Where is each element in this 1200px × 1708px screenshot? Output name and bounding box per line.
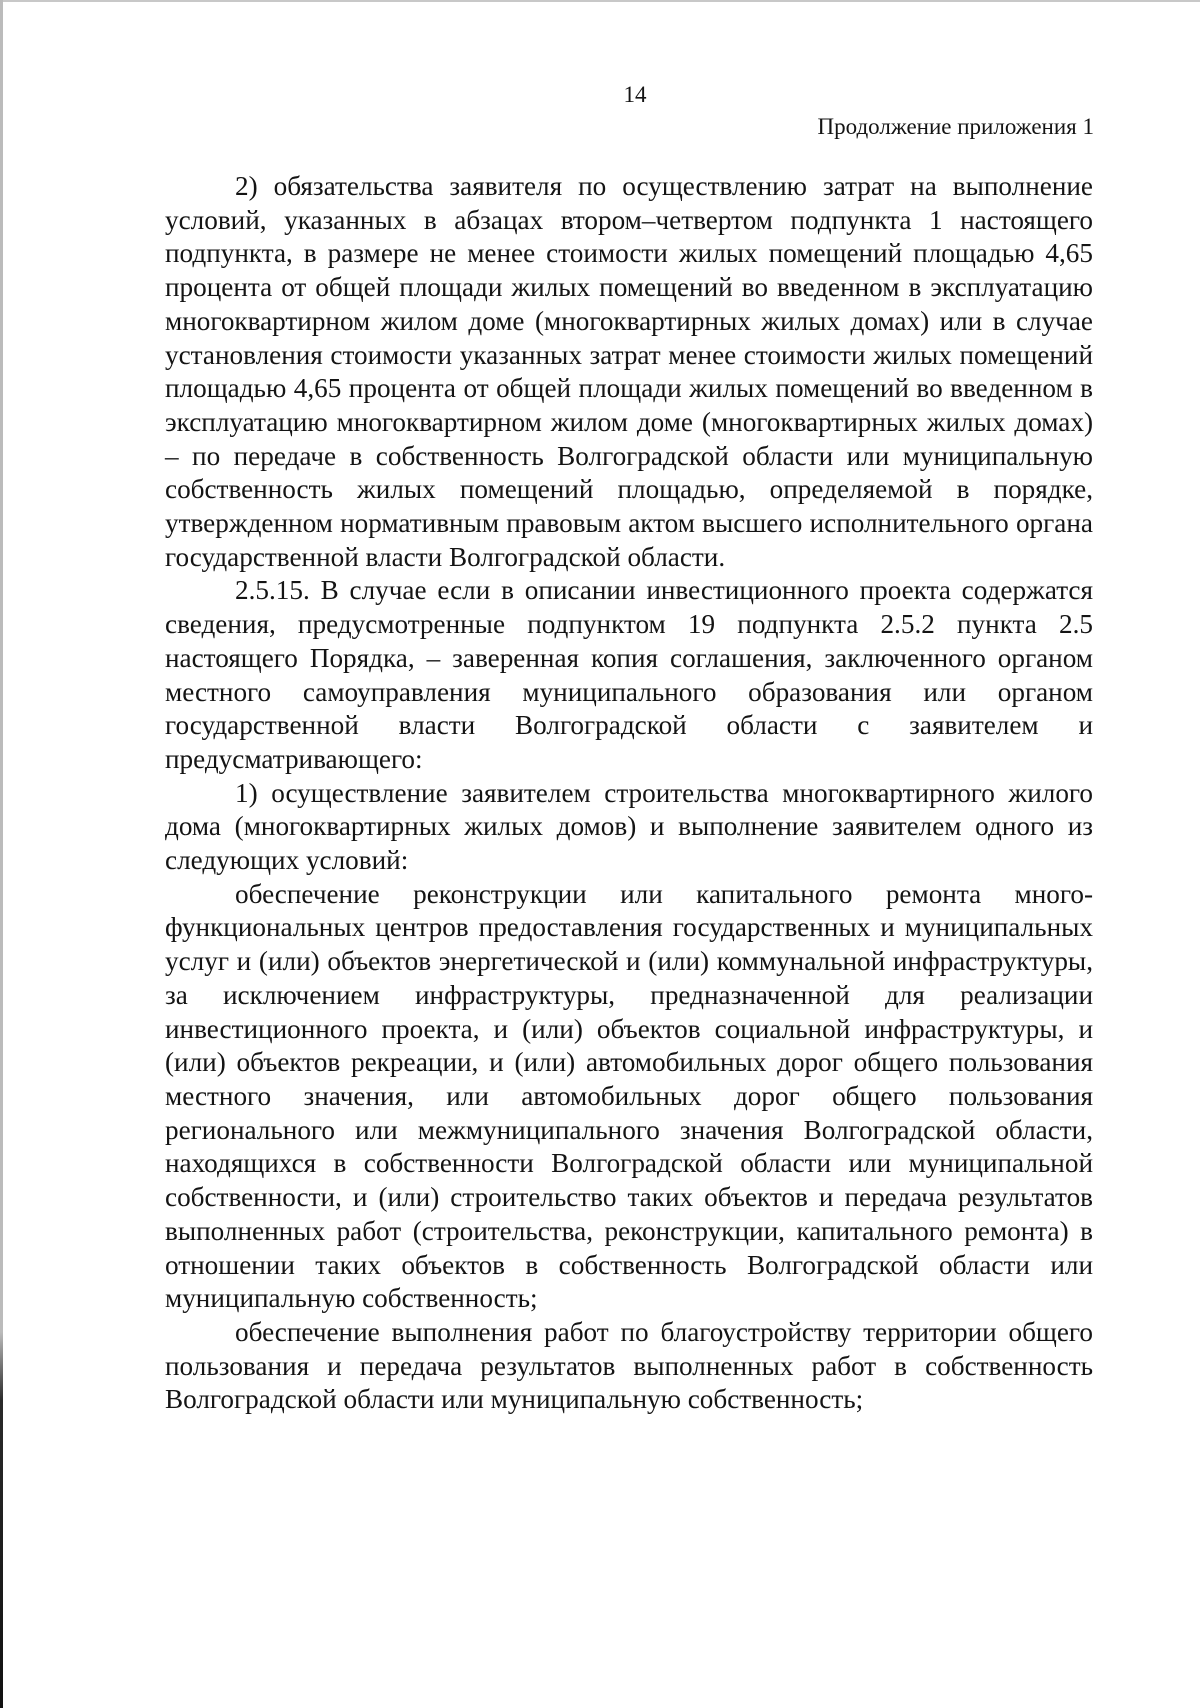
paragraph-2-5-15: 2.5.15. В случае если в описании инвестиционного проекта содержатся сведения, предусмотренные подпунктом 19 подпункта 2.5.2 пункта 2.5 настоящего Порядка, – заверенная копия соглашения, заключенного органом местного самоуправления муниципального образования или органом государственной власти Волгоградской области с заявителем и предусматривающего: [165,575,1093,774]
paragraph-landscaping-condition: обеспечение выполнения работ по благоустройству территории общего пользования и передача результатов выполненных работ в собственность Волгоградской области или муниципальную собственность; [165,1316,1093,1415]
paragraph-reconstruction-condition: обеспечение реконструкции или капитального ремонта многофункциональных центров предоставления государственных и муниципальных услуг и (или) объектов энергетической и (или) коммунальной инфраструктуры, за исключением инфраструктуры, предназначенной для реализации инвестиционного проекта, и (или) объектов социальной инфраструктуры, и (или) объектов рекреации, и (или) автомобильных дорог общего пользования местного значения, или автомобильных дорог общего пользования регионального или межмуниципального значения Волгоградской области, находящихся в собственности Волгоградской области или муниципальной собственности, и (или) строительство таких объектов и передача результатов выполненных работ (строительства, реконструкции, капитального ремонта) в отношении таких объектов в собственность Волгоградской области или муниципальную собственность; [165,878,1093,1314]
document-body [165,170,1093,1417]
appendix-continuation-note: Продолжение приложения 1 [817,114,1094,139]
paragraph-obligations: 2) обязательства заявителя по осуществлению затрат на выполнение условий, указанных в абзацах втором–четвертом подпункта 1 настоящего подпункта, в размере не менее стоимости жилых помещений площадью 4,65 процента от общей площади жилых помещений во введенном в эксплуатацию многоквартирном жилом доме (многоквартирных жилых домах) или в случае установления стоимости указанных затрат менее стоимости жилых помещений площадью 4,65 процента от общей площади жилых помещений во введенном в эксплуатацию многоквартирном жилом доме (многоквартирных жилых домах) – по передаче в собственность Волгоградской области или муниципальную собственность жилых помещений площадью, определяемой в порядке, утвержденном нормативным правовым актом высшего исполнительного органа государственной власти Волгоградской области. [165,171,1093,572]
scan-top-edge [0,0,1200,2]
scan-left-edge [0,0,3,1708]
paragraph-item-1: 1) осуществление заявителем строительства многоквартирного жилого дома (многоквартирных жилых домов) и выполнение заявителем одного из следующих условий: [165,777,1093,876]
page-number: 14 [623,82,647,107]
